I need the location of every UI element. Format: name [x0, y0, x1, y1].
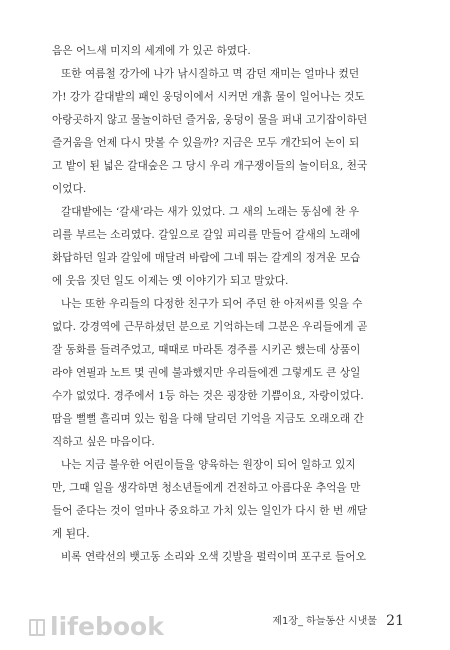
- paragraph: [52, 63, 416, 201]
- text-line: 만, 그때 일을 생각하면 청소년들에게 건전하고 아름다운 추억을 만: [52, 482, 361, 494]
- text-line: 아랑곳하지 않고 물놀이하던 즐거움, 웅덩이 물을 퍼내 고기잡이하던: [52, 114, 368, 126]
- text-line: 에 웃음 짓던 일도 이제는 옛 이야기가 되고 말았다.: [52, 275, 289, 287]
- text-line: 게 된다.: [52, 528, 90, 540]
- text-line: 없다. 강경역에 근무하셨던 분으로 기억하는데 그분은 우리들에게 곧: [52, 321, 368, 333]
- text-line: 나는 또한 우리들의 다정한 친구가 되어 주던 한 아저씨를 잊을 수: [61, 298, 363, 310]
- text-line: 들어 준다는 것이 얼마나 중요하고 가치 있는 일인가 다시 한 번 깨닫: [52, 505, 368, 517]
- page-number: 21: [386, 613, 404, 629]
- page-footer: [272, 612, 404, 629]
- text-line: 또한 여름철 강가에 나가 낚시질하고 멱 감던 재미는 얼마나 컸던: [61, 68, 360, 80]
- text-line: 즐거움을 언제 다시 맛볼 수 있을까? 지금은 모두 개간되어 논이 되: [52, 137, 360, 149]
- paragraph: [52, 293, 416, 454]
- paragraph: [52, 454, 416, 546]
- text-line: 땀을 뻘뻘 흘리며 있는 힘을 다해 달리던 기억을 지금도 오래오래 간: [52, 413, 364, 425]
- text-line: 리를 부르는 소리였다. 갈잎으로 갈잎 피리를 만들어 갈새의 노래에: [52, 229, 361, 241]
- text-line: 고 밭이 된 넓은 갈대숲은 그 당시 우리 개구쟁이들의 놀이터요, 천국: [52, 160, 368, 172]
- watermark-text: lifebook: [50, 612, 164, 641]
- book-icon: [28, 616, 46, 638]
- text-line: 라야 연필과 노트 몇 권에 불과했지만 우리들에겐 그렇게도 큰 상일: [52, 367, 361, 379]
- paragraph: [52, 201, 416, 293]
- text-line: 비록 연락선의 뱃고동 소리와 오색 깃발을 펄럭이며 포구로 들어오: [61, 551, 366, 563]
- chapter-title: 제1장_ 하늘동산 시냇물: [272, 616, 377, 627]
- text-line: 수가 없었다. 경주에서 1등 하는 것은 굉장한 기쁨이요, 자랑이었다.: [52, 390, 364, 402]
- text-line: 직하고 싶은 마음이다.: [52, 436, 155, 448]
- text-line: 음은 어느새 미지의 세계에 가 있곤 하였다.: [52, 45, 251, 57]
- text-line: 이었다.: [52, 183, 87, 195]
- page-body: [52, 40, 416, 569]
- text-line: 잘 동화를 들려주었고, 때때로 마라톤 경주를 시키곤 했는데 상품이: [52, 344, 361, 356]
- paragraph: [52, 40, 416, 63]
- watermark: [28, 612, 164, 641]
- text-line: 화답하던 일과 갈잎에 매달려 바람에 그네 뛰는 갈게의 정겨운 모습: [52, 252, 361, 264]
- paragraph: [52, 546, 416, 569]
- text-line: 가! 강가 갈대밭의 패인 웅덩이에서 시커먼 개흙 물이 일어나는 것도: [52, 91, 365, 103]
- text-line: 갈대밭에는 ‘갈새’라는 새가 있었다. 그 새의 노래는 동심에 찬 우: [61, 206, 360, 218]
- text-line: 나는 지금 불우한 어린이들을 양육하는 원장이 되어 일하고 있지: [61, 459, 356, 471]
